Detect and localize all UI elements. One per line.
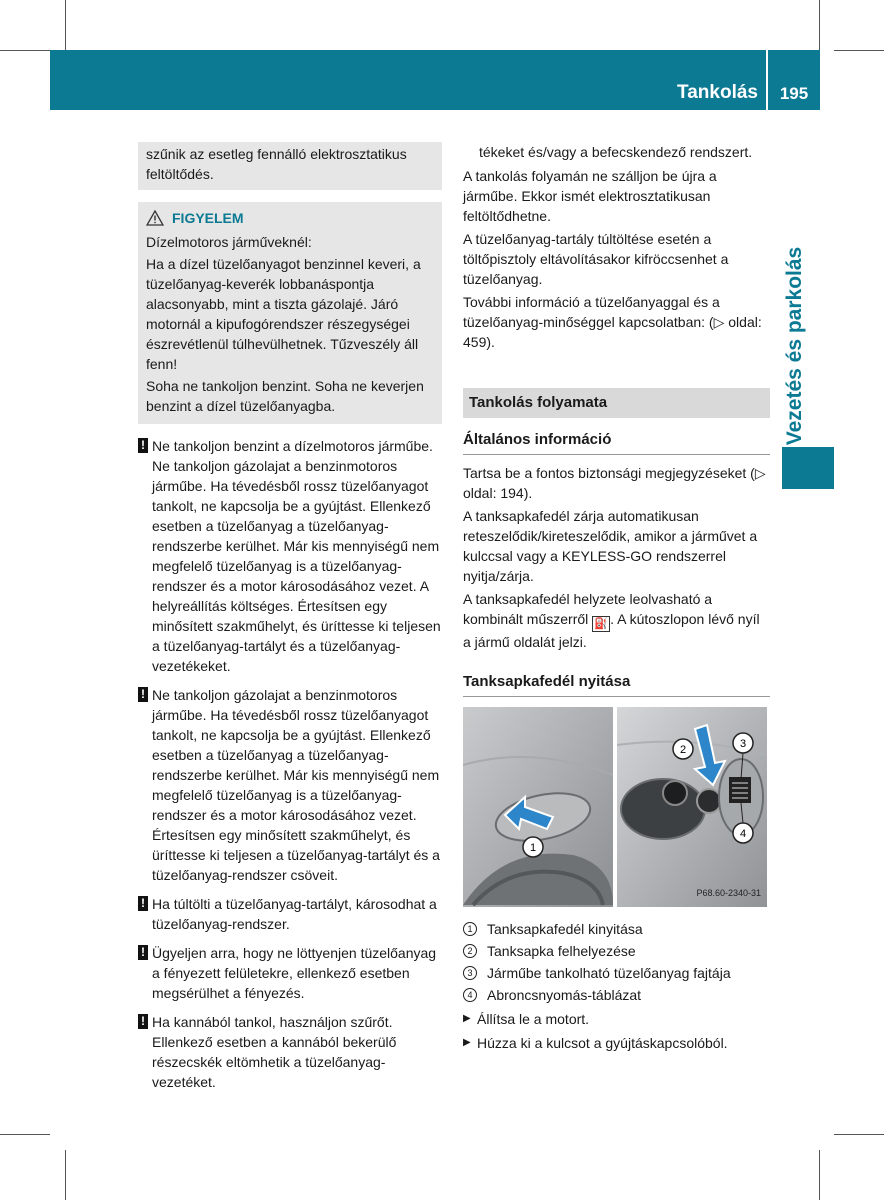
side-tab-marker [782, 447, 834, 489]
notice-item [138, 894, 442, 934]
notice-item [138, 1012, 442, 1092]
step-arrow-icon: ▶ [463, 1013, 471, 1024]
crop-mark [819, 0, 820, 50]
legend-item [463, 919, 770, 939]
tyre-pressure-label [729, 777, 751, 803]
continued-paragraph: tékeket és/vagy a befecskendező rendszert. [479, 144, 753, 160]
continued-note-text: szűnik az esetleg fennálló elektrosztatikus feltöltődés. [146, 146, 407, 182]
fuel-pump-icon: ⛽ [592, 616, 610, 632]
legend-item [463, 985, 770, 1005]
filler-neck [663, 781, 687, 805]
step-arrow-icon: ▶ [463, 1037, 471, 1048]
svg-text:2: 2 [679, 744, 687, 756]
warning-line: Dízelmotoros járműveknél: [146, 234, 312, 250]
warning-box [138, 202, 442, 424]
side-tab-label: Vezetés és parkolás [783, 246, 806, 446]
callout-1 [523, 837, 543, 857]
left-column [138, 142, 442, 1101]
fuel-position-paragraph [463, 589, 770, 652]
legend-text: Tanksapkafedél kinyitása [487, 921, 643, 937]
notice-exclamation-icon: ! [138, 896, 148, 911]
right-column [463, 142, 770, 1053]
warning-header [146, 208, 434, 228]
legend-item [463, 941, 770, 961]
notice-item [138, 436, 442, 676]
legend-text: Tanksapka felhelyezése [487, 943, 636, 959]
page-title: Tankolás [677, 82, 758, 103]
paragraph: További információ a tüzelőanyaggal és a tüzelőanyag-minőséggel kapcsolatban: (▷ oldal: 459). [463, 294, 762, 350]
legend-number: 2 [463, 944, 477, 958]
subheading-open-flap: Tanksapkafedél nyitása [463, 672, 770, 697]
notice-exclamation-icon: ! [138, 687, 148, 702]
figure-code: P68.60-2340-31 [696, 888, 761, 898]
instruction-step [463, 1009, 770, 1029]
warning-triangle-icon [146, 210, 164, 226]
fuel-paragraph-text-before: A tanksapkafedél helyzete leolvasható a kombinált műszerről [463, 591, 713, 627]
callout-3 [733, 733, 753, 753]
notice-exclamation-icon: ! [138, 945, 148, 960]
legend-number: 3 [463, 966, 477, 980]
notice-text: Ha kannából tankol, használjon szűrőt. Ellenkező esetben a kannából bekerülő részecskék eltömhetik a tüzelőanyag-vezetéket. [152, 1014, 397, 1090]
notice-exclamation-icon: ! [138, 438, 148, 453]
fuel-flap-illustration [463, 705, 767, 909]
crop-mark [834, 1134, 884, 1135]
fuel-flap-figure [463, 705, 767, 909]
crop-mark [0, 1134, 50, 1135]
paragraph: Tartsa be a fontos biztonsági megjegyzéseket (▷ oldal: 194). [463, 465, 766, 501]
callout-2 [673, 739, 693, 759]
warning-title: FIGYELEM [172, 210, 244, 226]
subheading-general: Általános információ [463, 430, 770, 455]
continued-note-box [138, 142, 442, 190]
crop-mark [819, 1150, 820, 1200]
legend-item [463, 963, 770, 983]
notice-item [138, 943, 442, 1003]
notice-text: Ha túltölti a tüzelőanyag-tartályt, károsodhat a tüzelőanyag-rendszer. [152, 896, 437, 932]
paragraph: A tanksapkafedél zárja automatikusan reteszelődik/kireteszelődik, amikor a járművet a kulccsal vagy a KEYLESS-GO rendszerrel nyitja/zárja. [463, 508, 758, 584]
section-heading: Tankolás folyamata [463, 388, 770, 418]
crop-mark [65, 1150, 66, 1200]
crop-mark [834, 50, 884, 51]
step-text: Húzza ki a kulcsot a gyújtáskapcsolóból. [477, 1035, 728, 1051]
notice-text: Ügyeljen arra, hogy ne löttyenjen tüzelőanyag a fényezett felületekre, ellenkező esetben megsérülhet a fényezés. [152, 945, 437, 1001]
notice-item [138, 685, 442, 885]
warning-line: Ha a dízel tüzelőanyagot benzinnel keveri, a tüzelőanyag-keverék lobbanáspontja alacsonyabb, mint a tiszta gázolajé. Járó motornál a kipufogórendszer részegységei észrevétlenül túlhevülhetnek. Tűzveszély áll fenn! [146, 256, 421, 372]
crop-mark [65, 0, 66, 50]
svg-text:4: 4 [739, 828, 747, 840]
warning-line: Soha ne tankoljon benzint. Soha ne keverjen benzint a dízel tüzelőanyagba. [146, 378, 424, 414]
paragraph: A tüzelőanyag-tartály túltöltése esetén a töltőpisztoly eltávolításakor kifröccsenhet a tüzelőanyag. [463, 231, 729, 287]
tank-cap [697, 789, 721, 813]
svg-text:3: 3 [739, 738, 747, 750]
callout-4 [733, 823, 753, 843]
svg-text:1: 1 [529, 842, 537, 854]
paragraph: A tankolás folyamán ne szálljon be újra a járműbe. Ekkor ismét elektrosztatikusan feltöltődhetne. [463, 168, 717, 224]
notice-text: Ne tankoljon benzint a dízelmotoros járműbe. Ne tankoljon gázolajat a benzinmotoros járműbe. Ha tévedésből rossz tüzelőanyagot tankolt, ne kapcsolja be a gyújtást. Ellenkező esetben a tüzelőanyag a tüzelőanyag-rendszerbe kerülhet. Már kis mennyiségű nem megfelelő tüzelőanyag is a tüzelőanyag-rendszer és a motor károsodásához vezet. A helyreállítás költséges. Értesítsen egy minősített szakműhelyt, és üríttesse ki teljesen a tüzelőanyag-tartályt és a tüzelőanyag-vezetékeket. [152, 438, 441, 674]
notice-exclamation-icon: ! [138, 1014, 148, 1029]
step-text: Állítsa le a motort. [477, 1011, 590, 1027]
fuel-paragraph-text-after: . A kútoszlopon lévő nyíl a jármű oldalát jelzi. [463, 611, 760, 650]
legend-text: Járműbe tankolható tüzelőanyag fajtája [487, 965, 731, 981]
legend-number: 1 [463, 922, 477, 936]
side-tab [770, 246, 820, 446]
crop-mark [0, 50, 50, 51]
instruction-step [463, 1033, 770, 1053]
page-number: 195 [779, 84, 809, 103]
legend-text: Abroncsnyomás-táblázat [487, 987, 642, 1003]
legend-number: 4 [463, 988, 477, 1002]
notice-text: Ne tankoljon gázolajat a benzinmotoros járműbe. Ha tévedésből rossz tüzelőanyagot tankolt, ne kapcsolja be a gyújtást. Ellenkező esetben a tüzelőanyag a tüzelőanyag-rendszerbe kerülhet. Már kis mennyiségű nem megfelelő tüzelőanyag is a tüzelőanyag-rendszer és a motor károsodásához vezet. Értesítsen egy minősített szakműhelyt, és üríttesse ki teljesen a tüzelőanyag-tartályt és a tüzelőanyag-rendszer csöveit. [152, 687, 440, 883]
